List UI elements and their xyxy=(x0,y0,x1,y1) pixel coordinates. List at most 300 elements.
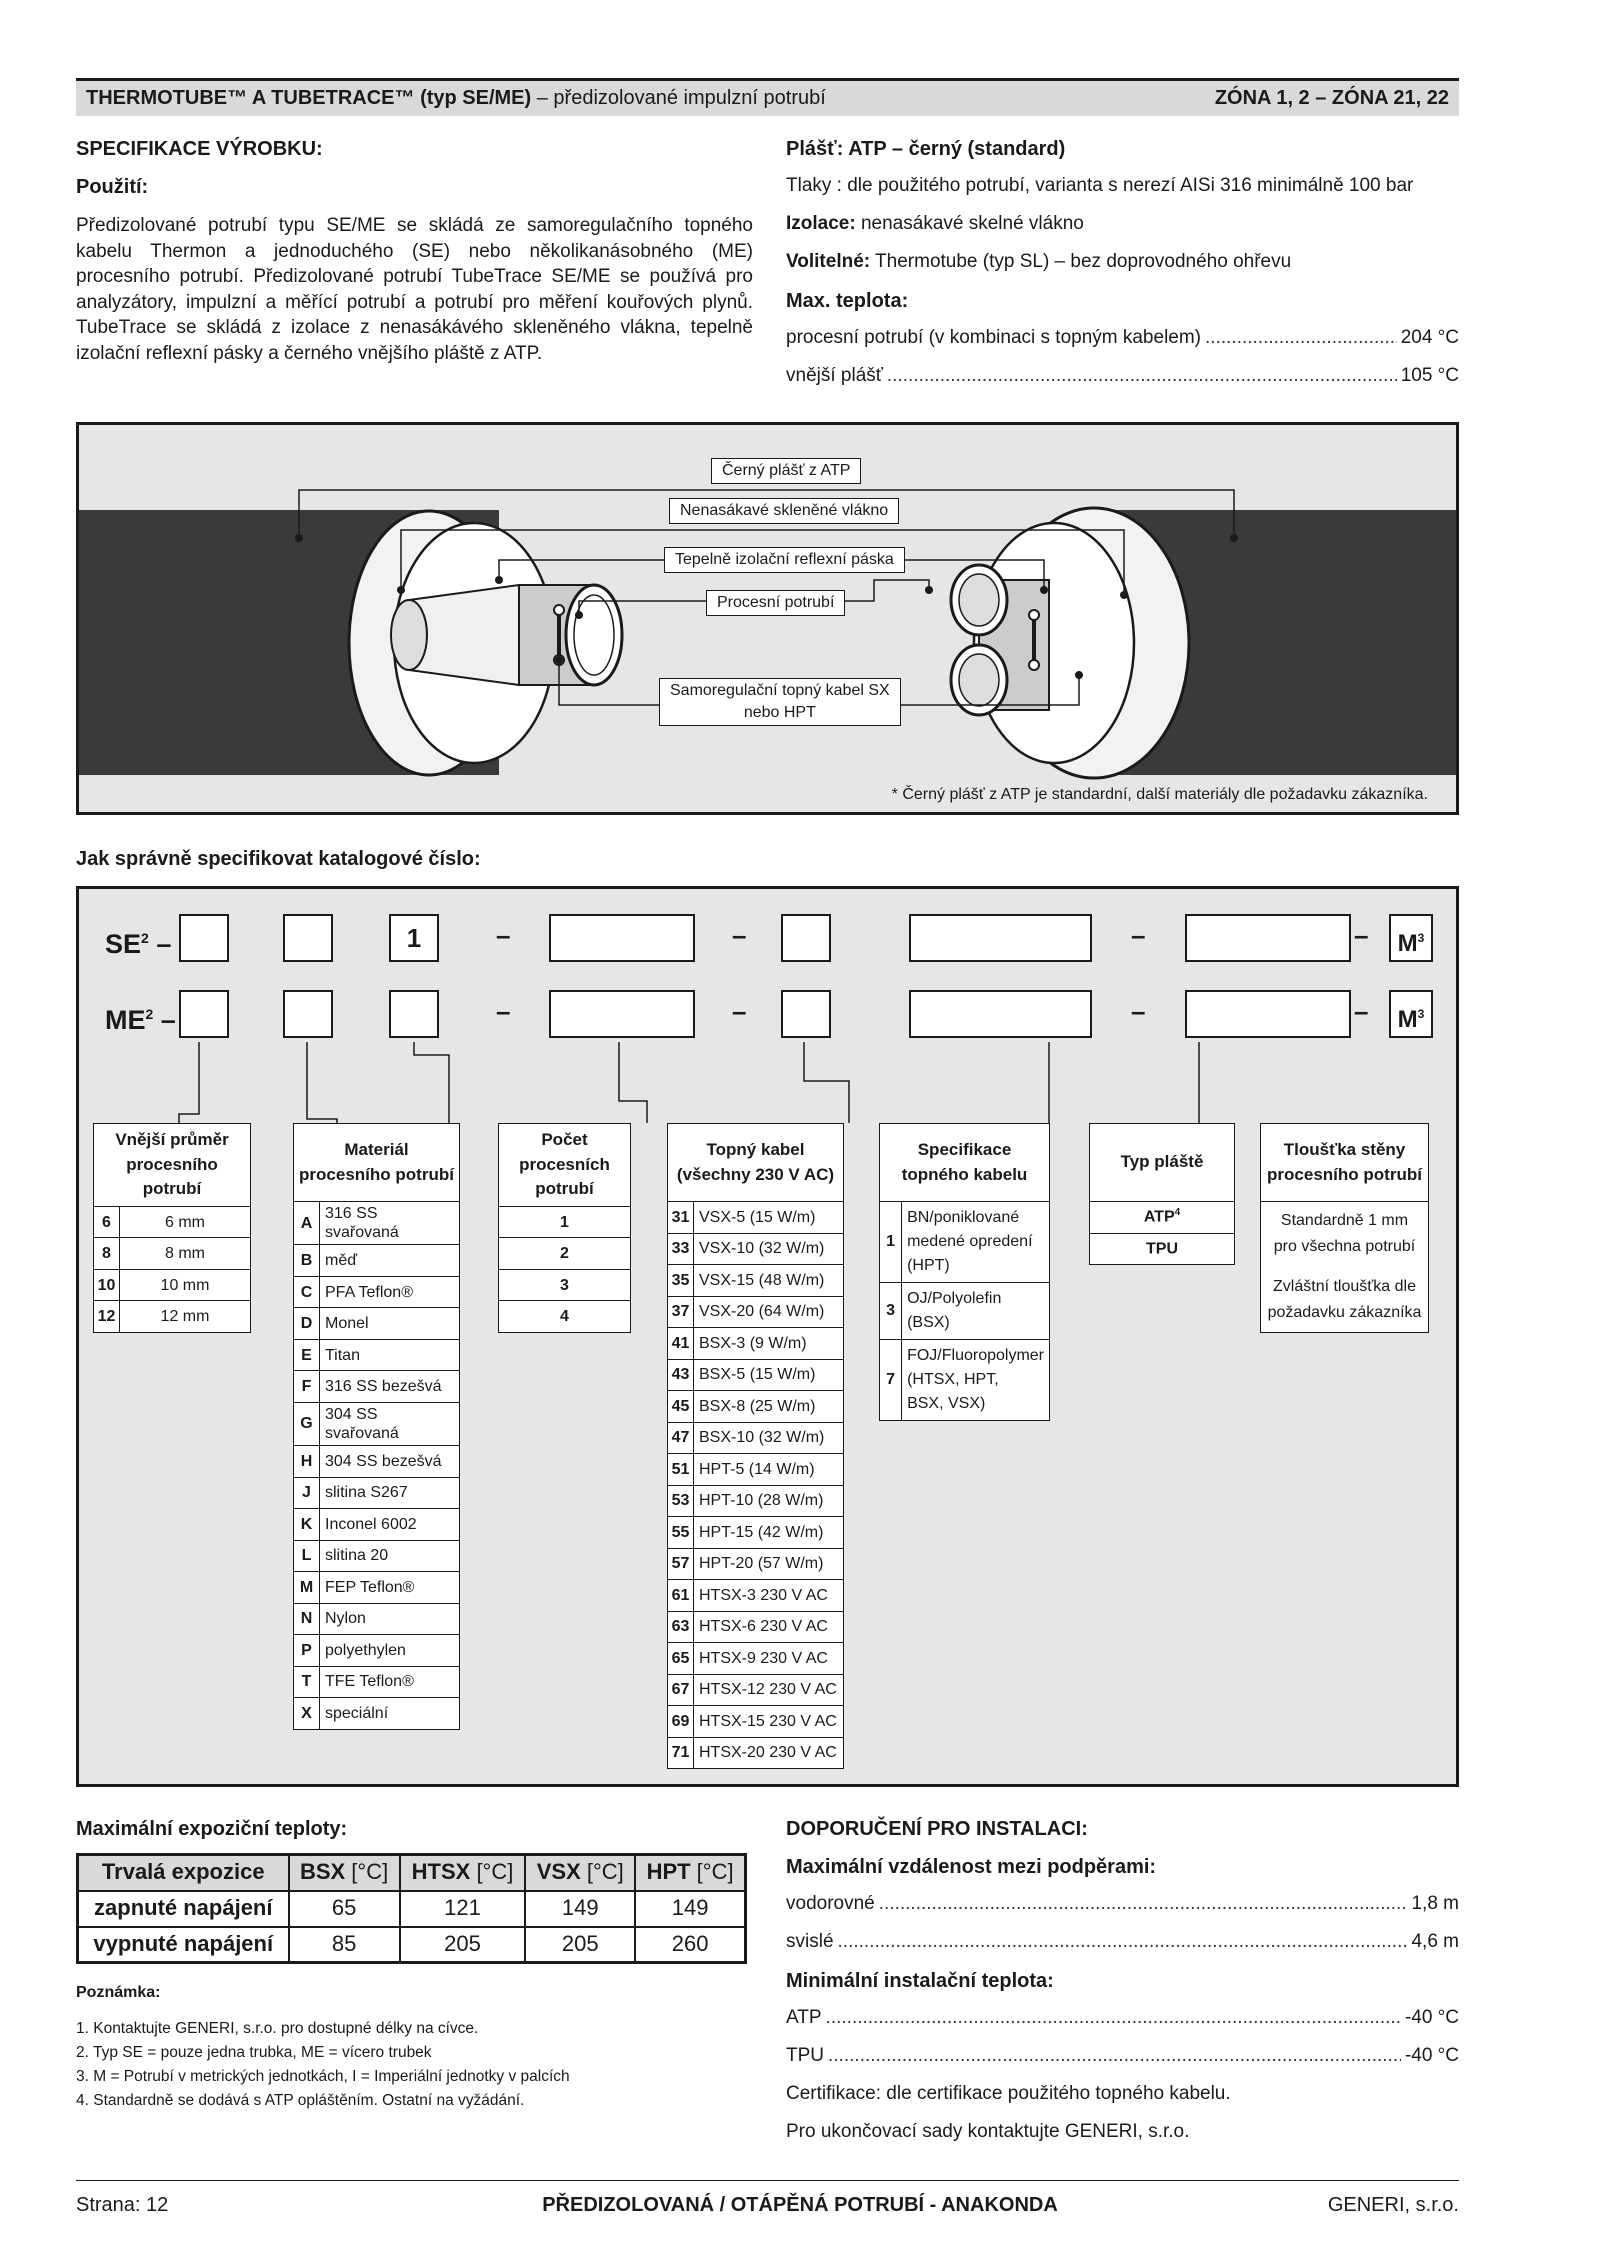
use-text: Předizolované potrubí typu SE/ME se skládá ze samoregulačního topného kabelu Thermon a jednoduchého (SE) nebo několikanásobného (ME) procesního potrubí. Předizolované potrubí TubeTrace SE/ME se používá pro analyzátory, impulzní a měřící potrubí a potrubí pro měření kouřových plynů. TubeTrace se skládá z izolace z nenasákávého skleněného vlákna, tepelně izolační reflexní pásky a černého vnějšího pláště z ATP. xyxy=(76,215,753,364)
row-value-line: (HTSX, HPT, xyxy=(907,1371,999,1388)
row-value: VSX-15 (48 W/m) xyxy=(694,1265,844,1297)
footer-rule xyxy=(76,2180,1459,2181)
se-box-diameter[interactable] xyxy=(179,914,229,962)
row-value: 316 SS bezešvá xyxy=(320,1371,460,1403)
footer-title: PŘEDIZOLOVANÁ / OTÁPĚNÁ POTRUBÍ - ANAKONDA xyxy=(542,2194,1058,2216)
table-row xyxy=(294,1308,460,1340)
row-value: 6 mm xyxy=(120,1206,251,1238)
header-subtitle: – předizolované impulzní potrubí xyxy=(531,87,826,109)
table-row xyxy=(94,1301,251,1333)
me-box-material[interactable] xyxy=(283,990,333,1038)
row-value: HTSX-20 230 V AC xyxy=(694,1737,844,1769)
row-value: 121 xyxy=(400,1891,526,1927)
col-unit: [°C] xyxy=(580,1859,624,1885)
table-row xyxy=(880,1202,1050,1283)
row-value: HTSX-15 230 V AC xyxy=(694,1706,844,1738)
jacket-name: ATP xyxy=(1143,1208,1175,1226)
table-cable-spec xyxy=(879,1123,1050,1421)
jacket-name: TPU xyxy=(1146,1240,1178,1258)
table-row xyxy=(1090,1233,1235,1265)
table-material xyxy=(293,1123,460,1730)
se-units-text: M xyxy=(1397,930,1418,957)
note-item: 4. Standardně se dodává s ATP opláštěním. Ostatní na vyžádání. xyxy=(76,2092,525,2109)
row-count: 1 xyxy=(499,1206,631,1238)
insulation-label: Izolace: xyxy=(786,213,856,234)
row-value-line: FOJ/Fluoropolymer xyxy=(907,1347,1044,1364)
me-prefix xyxy=(105,999,176,1035)
col-unit: [°C] xyxy=(690,1859,734,1885)
row-value: VSX-20 (64 W/m) xyxy=(694,1296,844,1328)
insulation-line xyxy=(786,212,1459,250)
se-prefix-text: SE xyxy=(105,929,142,959)
me-dash-1: – xyxy=(496,996,511,1026)
atp-value: -40 °C xyxy=(1404,2007,1459,2028)
se-box-material[interactable] xyxy=(283,914,333,962)
me-units-text: M xyxy=(1397,1006,1418,1033)
row-code: N xyxy=(294,1603,320,1635)
table-row xyxy=(668,1674,844,1706)
row-code: H xyxy=(294,1446,320,1478)
table-row xyxy=(294,1202,460,1245)
max-temp-heading: Max. teplota: xyxy=(786,290,909,312)
horizontal-label: vodorovné xyxy=(786,1893,875,1914)
outer-temp-label: vnější plášť xyxy=(786,365,883,386)
process-temp-label: procesní potrubí (v kombinaci s topným kabelem) xyxy=(786,327,1202,348)
row-code: 63 xyxy=(668,1611,694,1643)
mat-rows xyxy=(294,1202,460,1730)
row-value: slitina S267 xyxy=(320,1477,460,1509)
se-dash-3: – xyxy=(1131,920,1146,950)
row-code: M xyxy=(294,1572,320,1604)
optional-line xyxy=(786,250,1459,288)
table-row xyxy=(499,1206,631,1238)
table-row xyxy=(668,1359,844,1391)
table-row xyxy=(668,1580,844,1612)
mat-header-line2: procesního potrubí xyxy=(299,1164,454,1184)
row-value: 8 mm xyxy=(120,1238,251,1270)
label-heating-cable xyxy=(659,678,901,726)
cnt-rows xyxy=(499,1206,631,1332)
table-row xyxy=(668,1328,844,1360)
row-value: BSX-5 (15 W/m) xyxy=(694,1359,844,1391)
col-name: HPT xyxy=(646,1859,691,1885)
wall-header xyxy=(1261,1124,1429,1202)
row-value: měď xyxy=(320,1245,460,1277)
note-item: 3. M = Potrubí v metrických jednotkách, I = Imperiální jednotky v palcích xyxy=(76,2068,570,2085)
table-row xyxy=(668,1485,844,1517)
exposure-rows xyxy=(78,1891,746,1963)
wall-line1: Standardně 1 mm xyxy=(1280,1212,1409,1229)
footer-page: Strana: 12 xyxy=(76,2194,169,2216)
tpu-value: -40 °C xyxy=(1404,2045,1459,2066)
min-temp-heading: Minimální instalační teplota: xyxy=(786,1970,1054,1992)
row-code: T xyxy=(294,1666,320,1698)
table-heating-cable xyxy=(667,1123,844,1769)
table-row xyxy=(78,1891,746,1927)
me-box-count[interactable] xyxy=(389,990,439,1038)
row-value: HTSX-12 230 V AC xyxy=(694,1674,844,1706)
exposure-table xyxy=(76,1853,747,1964)
row-code: B xyxy=(294,1245,320,1277)
row-value: 304 SS bezešvá xyxy=(320,1446,460,1478)
table-row xyxy=(294,1603,460,1635)
me-dash-2: – xyxy=(732,996,747,1026)
table-row xyxy=(668,1548,844,1580)
heating-cable-line1: Samoregulační topný kabel SX xyxy=(670,682,890,699)
table-row xyxy=(880,1340,1050,1421)
heating-cable-line2: nebo HPT xyxy=(743,704,816,721)
row-value: HTSX-6 230 V AC xyxy=(694,1611,844,1643)
exposure-heading: Maximální expoziční teploty: xyxy=(76,1818,348,1840)
cspec-header-line1: Specifikace xyxy=(917,1139,1012,1159)
row-value-line: (BSX) xyxy=(907,1314,950,1331)
row-value: BSX-8 (25 W/m) xyxy=(694,1391,844,1423)
me-dash-3: – xyxy=(1131,996,1146,1026)
row-value-line: medené opredení xyxy=(907,1233,1033,1250)
exposure-header-row xyxy=(78,1855,746,1891)
table-row xyxy=(668,1265,844,1297)
me-dash-4: – xyxy=(1354,996,1369,1026)
row-code: 1 xyxy=(880,1202,902,1283)
row-code: 33 xyxy=(668,1233,694,1265)
row-value: 12 mm xyxy=(120,1301,251,1333)
me-box-diameter[interactable] xyxy=(179,990,229,1038)
row-code: J xyxy=(294,1477,320,1509)
table-row xyxy=(294,1339,460,1371)
col-unit: [°C] xyxy=(345,1859,389,1885)
row-jacket xyxy=(1090,1202,1235,1234)
row-value xyxy=(902,1340,1050,1421)
jacket-heading: Plášť: ATP – černý (standard) xyxy=(786,138,1066,160)
row-value-line: BN/poniklované xyxy=(907,1209,1020,1226)
od-header-line1: Vnější průměr xyxy=(115,1130,229,1149)
row-code: 37 xyxy=(668,1296,694,1328)
se-box-wall[interactable] xyxy=(1185,914,1351,962)
se-box-cable[interactable] xyxy=(549,914,695,962)
wall-header-line2: procesního potrubí xyxy=(1267,1164,1422,1184)
row-count: 2 xyxy=(499,1238,631,1270)
row-value: BSX-3 (9 W/m) xyxy=(694,1328,844,1360)
se-dash-1: – xyxy=(496,920,511,950)
table-row xyxy=(668,1454,844,1486)
row-value: HPT-15 (42 W/m) xyxy=(694,1517,844,1549)
me-prefix-sep: – xyxy=(153,1005,176,1035)
row-label: zapnuté napájení xyxy=(78,1891,289,1927)
table-row xyxy=(294,1446,460,1478)
me-box-cable-spec[interactable] xyxy=(781,990,831,1038)
me-units-sup: 3 xyxy=(1417,1007,1425,1021)
horizontal-line xyxy=(786,1892,1459,1930)
tpu-label: TPU xyxy=(786,2045,824,2066)
col-name: HTSX xyxy=(411,1859,471,1885)
mat-header-line1: Materiál xyxy=(344,1139,409,1159)
table-row xyxy=(78,1927,746,1963)
row-code: 55 xyxy=(668,1517,694,1549)
row-count: 3 xyxy=(499,1269,631,1301)
exposure-col-header xyxy=(78,1855,289,1891)
row-code: A xyxy=(294,1202,320,1245)
row-value: 149 xyxy=(635,1891,745,1927)
row-code: 57 xyxy=(668,1548,694,1580)
table-row xyxy=(294,1540,460,1572)
note-item: 1. Kontaktujte GENERI, s.r.o. pro dostupné délky na cívce. xyxy=(76,2020,479,2037)
header-title: THERMOTUBE™ A TUBETRACE™ (typ SE/ME) xyxy=(86,87,532,109)
row-value: 65 xyxy=(289,1891,400,1927)
exposure-col-header xyxy=(289,1855,400,1891)
tpu-line xyxy=(786,2044,1459,2082)
row-value: 85 xyxy=(289,1927,400,1963)
row-value xyxy=(902,1283,1050,1340)
footer-company: GENERI, s.r.o. xyxy=(1327,2194,1459,2216)
row-label: vypnuté napájení xyxy=(78,1927,289,1963)
pressure-text: Tlaky : dle použitého potrubí, varianta s nerezí AISi 316 minimálně 100 bar xyxy=(786,175,1414,196)
row-code: X xyxy=(294,1698,320,1730)
se-dash-2: – xyxy=(732,920,747,950)
row-value: Nylon xyxy=(320,1603,460,1635)
row-value: 149 xyxy=(525,1891,635,1927)
mat-header xyxy=(294,1124,460,1202)
table-row xyxy=(294,1572,460,1604)
row-value xyxy=(902,1202,1050,1283)
optional-label: Volitelné: xyxy=(786,251,871,272)
me-box-wall[interactable] xyxy=(1185,990,1351,1038)
row-code: E xyxy=(294,1339,320,1371)
cable-header xyxy=(668,1124,844,1202)
row-code: 6 xyxy=(94,1206,120,1238)
row-value: slitina 20 xyxy=(320,1540,460,1572)
row-value: TFE Teflon® xyxy=(320,1666,460,1698)
row-code: 31 xyxy=(668,1202,694,1234)
row-value: HTSX-3 230 V AC xyxy=(694,1580,844,1612)
row-value-line: (HPT) xyxy=(907,1257,950,1274)
row-code: 12 xyxy=(94,1301,120,1333)
table-row xyxy=(94,1238,251,1270)
table-row xyxy=(668,1296,844,1328)
row-value: 304 SS svařovaná xyxy=(320,1402,460,1445)
row-value: FEP Teflon® xyxy=(320,1572,460,1604)
kits-text: Pro ukončovací sady kontaktujte GENERI, s.r.o. xyxy=(786,2121,1190,2142)
row-code: 61 xyxy=(668,1580,694,1612)
row-code: 47 xyxy=(668,1422,694,1454)
row-value: PFA Teflon® xyxy=(320,1276,460,1308)
table-row xyxy=(668,1611,844,1643)
wall-line3: Zvláštní tloušťka dle xyxy=(1273,1278,1416,1295)
table-wall-thickness xyxy=(1260,1123,1429,1333)
wall-line2: pro všechna potrubí xyxy=(1273,1238,1416,1255)
od-header xyxy=(94,1124,251,1207)
me-box-jacket[interactable] xyxy=(909,990,1092,1038)
row-code: 65 xyxy=(668,1643,694,1675)
install-heading: DOPORUČENÍ PRO INSTALACI: xyxy=(786,1818,1088,1840)
wall-header-line1: Tloušťka stěny xyxy=(1283,1139,1406,1159)
row-count: 4 xyxy=(499,1301,631,1333)
se-dash-4: – xyxy=(1354,920,1369,950)
row-code: 67 xyxy=(668,1674,694,1706)
me-box-cable[interactable] xyxy=(549,990,695,1038)
optional-text: Thermotube (typ SL) – bez doprovodného ohřevu xyxy=(870,251,1292,272)
table-row xyxy=(668,1517,844,1549)
row-value: 205 xyxy=(525,1927,635,1963)
label-glass-fiber: Nenasákavé skleněné vlákno xyxy=(669,498,899,524)
row-code: 7 xyxy=(880,1340,902,1421)
spec-heading: SPECIFIKACE VÝROBKU: xyxy=(76,138,323,160)
wall-text xyxy=(1261,1202,1429,1333)
row-value-line: BSX, VSX) xyxy=(907,1395,986,1412)
row-jacket xyxy=(1090,1233,1235,1265)
table-row xyxy=(499,1301,631,1333)
table-row xyxy=(668,1706,844,1738)
table-row xyxy=(294,1666,460,1698)
atp-label: ATP xyxy=(786,2007,822,2028)
outer-temp-value: 105 °C xyxy=(1400,365,1459,386)
install-section xyxy=(786,1816,1459,2158)
table-row xyxy=(668,1391,844,1423)
cable-header-line2: (všechny 230 V AC) xyxy=(676,1164,835,1184)
catalog-diagram xyxy=(76,886,1459,1787)
exposure-col-header xyxy=(525,1855,635,1891)
row-value: BSX-10 (32 W/m) xyxy=(694,1422,844,1454)
row-value: speciální xyxy=(320,1698,460,1730)
row-code: 35 xyxy=(668,1265,694,1297)
jtype-rows xyxy=(1090,1202,1235,1265)
se-box-jacket[interactable] xyxy=(909,914,1092,962)
zone-label: ZÓNA 1, 2 – ZÓNA 21, 22 xyxy=(1214,87,1449,109)
col-unit: [°C] xyxy=(470,1859,514,1885)
table-row xyxy=(668,1422,844,1454)
row-value: 10 mm xyxy=(120,1269,251,1301)
table-row xyxy=(294,1402,460,1445)
outer-temp-line xyxy=(786,364,1459,402)
table-row xyxy=(499,1269,631,1301)
table-row xyxy=(94,1269,251,1301)
vertical-label: svislé xyxy=(786,1931,834,1952)
row-value: HTSX-9 230 V AC xyxy=(694,1643,844,1675)
vertical-value: 4,6 m xyxy=(1411,1931,1459,1952)
row-code: 3 xyxy=(880,1283,902,1340)
support-heading: Maximální vzdálenost mezi podpěrami: xyxy=(786,1856,1157,1878)
wall-line4: požadavku zákazníka xyxy=(1267,1304,1422,1321)
row-value: Monel xyxy=(320,1308,460,1340)
row-value: HPT-5 (14 W/m) xyxy=(694,1454,844,1486)
row-code: G xyxy=(294,1402,320,1445)
row-code: K xyxy=(294,1509,320,1541)
row-code: 10 xyxy=(94,1269,120,1301)
process-temp-line xyxy=(786,326,1459,364)
cnt-header-line2: potrubí xyxy=(535,1179,594,1199)
cnt-header xyxy=(499,1124,631,1207)
insulation-text: nenasákavé skelné vlákno xyxy=(855,213,1084,234)
table-row xyxy=(1090,1202,1235,1234)
cspec-header-line2: topného kabelu xyxy=(901,1164,1028,1184)
col-name: VSX xyxy=(536,1859,581,1885)
row-code: L xyxy=(294,1540,320,1572)
table-outer-diameter xyxy=(93,1123,251,1333)
table-row xyxy=(294,1245,460,1277)
cspec-rows xyxy=(880,1202,1050,1421)
use-label: Použití: xyxy=(76,176,149,198)
label-black-jacket: Černý plášť z ATP xyxy=(711,458,861,484)
row-value: VSX-10 (32 W/m) xyxy=(694,1233,844,1265)
table-row xyxy=(294,1276,460,1308)
row-code: 69 xyxy=(668,1706,694,1738)
drawing-note: * Černý plášť z ATP je standardní, další materiály dle požadavku zákazníka. xyxy=(891,786,1428,803)
jtype-header: Typ pláště xyxy=(1090,1124,1235,1202)
exposure-col-header xyxy=(635,1855,745,1891)
table-row xyxy=(294,1635,460,1667)
row-code: F xyxy=(294,1371,320,1403)
row-code: 71 xyxy=(668,1737,694,1769)
notes-list xyxy=(76,2017,570,2113)
table-tube-count xyxy=(498,1123,631,1333)
horizontal-value: 1,8 m xyxy=(1411,1893,1459,1914)
table-row xyxy=(294,1477,460,1509)
notes-heading: Poznámka: xyxy=(76,1984,161,2001)
exposure-col-header xyxy=(400,1855,526,1891)
row-value: Inconel 6002 xyxy=(320,1509,460,1541)
row-code: 45 xyxy=(668,1391,694,1423)
row-code: C xyxy=(294,1276,320,1308)
row-value: HPT-20 (57 W/m) xyxy=(694,1548,844,1580)
row-value: VSX-5 (15 W/m) xyxy=(694,1202,844,1234)
row-value-line: OJ/Polyolefin xyxy=(907,1290,1002,1307)
jacket-sup: 4 xyxy=(1174,1207,1181,1219)
cnt-header-line1: Počet procesních xyxy=(519,1130,610,1174)
table-row xyxy=(499,1238,631,1270)
label-reflective-tape: Tepelně izolační reflexní páska xyxy=(664,547,905,573)
od-rows xyxy=(94,1206,251,1332)
catalog-heading: Jak správně specifikovat katalogové číslo: xyxy=(76,848,481,870)
row-value: 260 xyxy=(635,1927,745,1963)
cspec-header xyxy=(880,1124,1050,1202)
se-box-cable-spec[interactable] xyxy=(781,914,831,962)
row-value: polyethylen xyxy=(320,1635,460,1667)
od-header-line2: procesního potrubí xyxy=(126,1154,218,1199)
table-row xyxy=(668,1737,844,1769)
right-spec xyxy=(786,136,1459,402)
table-jacket-type xyxy=(1089,1123,1235,1265)
se-prefix-sep: – xyxy=(148,929,172,959)
me-prefix-sup: 2 xyxy=(145,1006,154,1022)
label-process-tube: Procesní potrubí xyxy=(706,590,845,616)
row-code: 8 xyxy=(94,1238,120,1270)
row-code: 53 xyxy=(668,1485,694,1517)
page-header xyxy=(76,78,1459,116)
se-prefix xyxy=(105,923,171,959)
table-row xyxy=(668,1202,844,1234)
cable-header-line1: Topný kabel xyxy=(706,1139,805,1159)
table-row xyxy=(668,1643,844,1675)
col-name: Trvalá expozice xyxy=(101,1859,265,1885)
cable-rows xyxy=(668,1202,844,1769)
row-code: 41 xyxy=(668,1328,694,1360)
table-row xyxy=(668,1233,844,1265)
row-value: HPT-10 (28 W/m) xyxy=(694,1485,844,1517)
row-value: 316 SS svařovaná xyxy=(320,1202,460,1245)
me-box-units[interactable] xyxy=(1389,990,1433,1038)
se-box-count[interactable]: 1 xyxy=(389,914,439,962)
me-prefix-text: ME xyxy=(105,1005,146,1035)
se-prefix-sup: 2 xyxy=(141,930,149,946)
row-code: 51 xyxy=(668,1454,694,1486)
table-row xyxy=(294,1698,460,1730)
product-drawing xyxy=(76,422,1459,815)
row-value: Titan xyxy=(320,1339,460,1371)
process-temp-value: 204 °C xyxy=(1400,327,1459,348)
se-box-units[interactable] xyxy=(1389,914,1433,962)
atp-line xyxy=(786,2006,1459,2044)
table-row xyxy=(880,1283,1050,1340)
certification-text: Certifikace: dle certifikace použitého topného kabelu. xyxy=(786,2083,1231,2104)
